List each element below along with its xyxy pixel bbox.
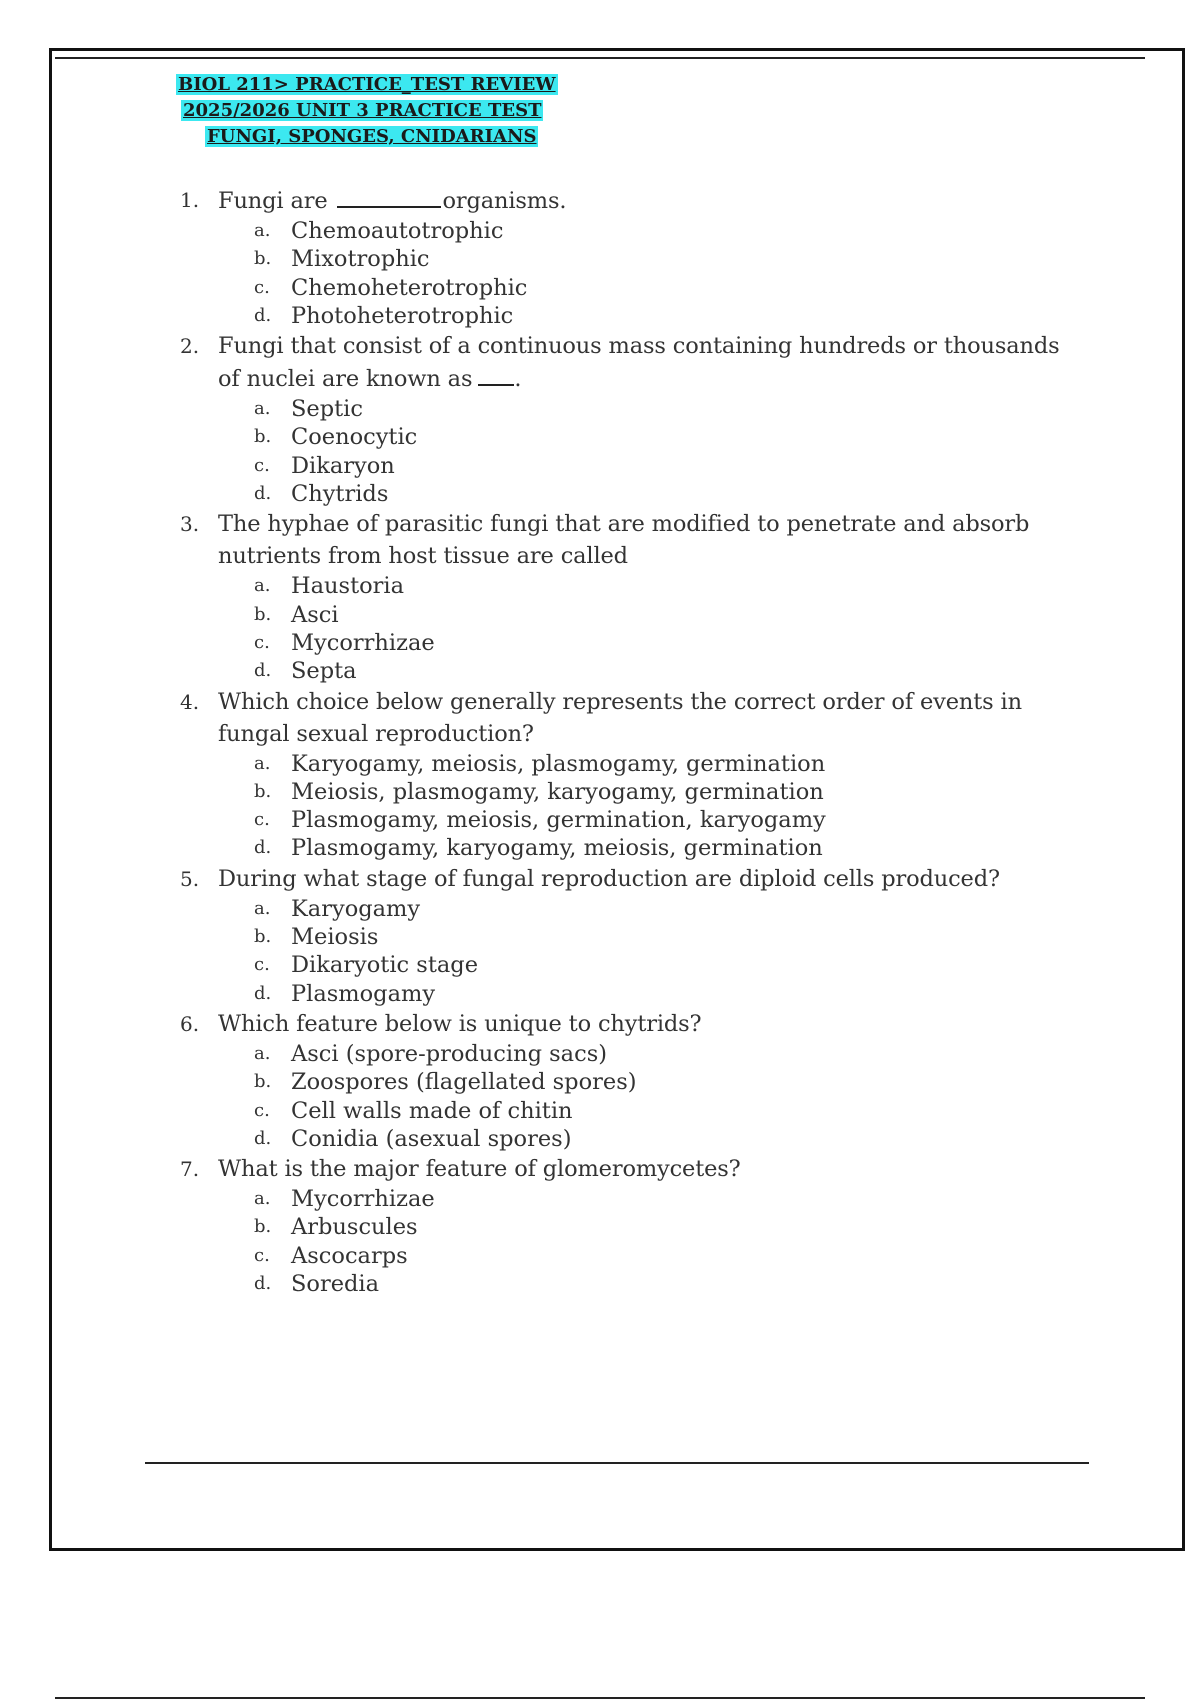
header-course-title-text: BIOL 211> PRACTICE_TEST REVIEW [178,74,556,95]
option-c [254,806,1080,834]
option-letter: b. [254,1071,272,1093]
question-3 [180,508,1080,685]
option-list [218,395,1080,508]
option-letter: b. [254,248,272,270]
option-text: Haustoria [291,573,405,600]
option-a [254,1185,1080,1213]
page-bottom-rule [55,1697,1145,1699]
option-list [218,217,1080,330]
option-b [254,423,1080,451]
option-letter: b. [254,1216,272,1238]
answer-blank [478,362,514,386]
option-d [254,980,1080,1008]
option-text: Chytrids [291,481,389,508]
question-text-after: organisms. [442,188,567,214]
document-header [176,72,558,150]
question-number: 4. [180,689,200,714]
question-number: 5. [180,866,200,891]
option-text: Chemoheterotrophic [291,274,528,301]
option-text: Ascocarps [291,1242,408,1269]
option-letter: d. [254,1127,272,1149]
question-text-after: . [514,366,522,393]
option-c [254,274,1080,302]
option-text: Conidia (asexual spores) [291,1125,572,1152]
option-letter: d. [254,982,272,1004]
header-course-title [176,72,558,98]
question-text: The hyphae of parasitic fungi that are modified to penetrate and absorb nutrients from host tissue are called [218,511,1030,570]
header-test-title [176,98,558,124]
option-letter: a. [254,1188,271,1210]
option-c [254,629,1080,657]
question-number: 1. [180,188,200,212]
option-text: Meiosis, plasmogamy, karyogamy, germination [291,778,824,805]
option-text: Plasmogamy [291,980,436,1007]
question-4 [180,686,1080,863]
option-text: Plasmogamy, meiosis, germination, karyogamy [291,807,826,834]
option-letter: a. [254,1042,271,1064]
answer-blank [337,184,441,208]
option-letter: c. [254,631,270,653]
question-6 [180,1008,1080,1153]
option-letter: a. [254,752,271,774]
question-text: Which choice below generally represents the correct order of events in fungal sexual reproduction? [218,688,1022,747]
option-list [218,1040,1080,1153]
option-text: Septic [291,396,363,423]
option-d [254,1125,1080,1153]
option-text: Plasmogamy, karyogamy, meiosis, germination [291,835,823,862]
question-list [180,184,1080,1298]
option-letter: a. [254,575,271,597]
option-letter: c. [254,1099,270,1121]
option-letter: c. [254,809,270,831]
option-letter: b. [254,426,272,448]
option-list [218,750,1080,863]
option-text: Photoheterotrophic [291,302,514,329]
option-c [254,452,1080,480]
question-text-body: Fungi that consist of a continuous mass containing hundreds or thousands of nuclei are known as [218,333,1060,393]
option-letter: d. [254,660,272,682]
option-list [218,1185,1080,1298]
option-text: Chemoautotrophic [291,218,504,244]
option-list [218,572,1080,685]
option-text: Mixotrophic [291,246,430,273]
option-a [254,572,1080,600]
option-letter: d. [254,483,272,505]
option-d [254,1270,1080,1298]
question-7 [180,1153,1080,1298]
question-number: 6. [180,1011,200,1036]
option-a [254,1040,1080,1068]
option-a [254,395,1080,423]
option-letter: d. [254,1273,272,1295]
option-letter: c. [254,276,270,298]
option-a [254,895,1080,923]
option-d [254,302,1080,330]
option-text: Arbuscules [291,1214,418,1241]
option-letter: b. [254,926,272,948]
top-rule [55,57,1145,59]
option-letter: a. [254,398,271,420]
option-letter: d. [254,837,272,859]
option-text: Dikaryon [291,452,395,479]
option-letter: a. [254,220,271,241]
option-text: Cell walls made of chitin [291,1097,573,1124]
question-1 [180,184,1080,330]
option-text: Karyogamy [291,895,421,922]
option-d [254,834,1080,862]
question-2 [180,330,1080,508]
option-letter: c. [254,454,270,476]
option-text: Dikaryotic stage [291,952,479,979]
option-a [254,217,1080,245]
question-text [218,184,1080,217]
option-letter: c. [254,1244,270,1266]
inner-bottom-rule [145,1462,1089,1464]
header-topics [176,124,558,150]
option-d [254,657,1080,685]
option-text: Zoospores (flagellated spores) [291,1069,637,1096]
option-b [254,601,1080,629]
question-text: Which feature below is unique to chytrids? [218,1010,702,1037]
option-letter: b. [254,603,272,625]
option-text: Meiosis [291,924,379,951]
option-b [254,245,1080,273]
option-letter: a. [254,897,271,919]
option-letter: b. [254,780,272,802]
option-text: Karyogamy, meiosis, plasmogamy, germination [291,750,826,777]
option-text: Mycorrhizae [291,629,435,656]
question-text [218,330,1080,395]
option-letter: d. [254,304,272,326]
header-topics-text: FUNGI, SPONGES, CNIDARIANS [207,126,537,147]
question-text-before: Fungi are [218,188,328,214]
option-a [254,750,1080,778]
option-letter: c. [254,954,270,976]
option-b [254,1068,1080,1096]
option-text: Coenocytic [291,424,418,451]
option-b [254,923,1080,951]
option-list [218,895,1080,1008]
question-number: 7. [180,1157,200,1182]
question-number: 3. [180,512,200,537]
question-5 [180,863,1080,1008]
option-text: Soredia [291,1271,380,1298]
option-d [254,480,1080,508]
option-text: Septa [291,658,357,685]
option-b [254,1213,1080,1241]
option-c [254,1242,1080,1270]
option-text: Asci [291,601,339,628]
option-c [254,951,1080,979]
option-text: Mycorrhizae [291,1186,435,1213]
question-number: 2. [180,334,200,359]
option-c [254,1097,1080,1125]
option-b [254,778,1080,806]
option-text: Asci (spore-producing sacs) [291,1040,608,1067]
question-text: What is the major feature of glomeromycetes? [218,1156,741,1183]
header-test-title-text: 2025/2026 UNIT 3 PRACTICE TEST [183,100,542,121]
question-text: During what stage of fungal reproduction are diploid cells produced? [218,865,1000,892]
